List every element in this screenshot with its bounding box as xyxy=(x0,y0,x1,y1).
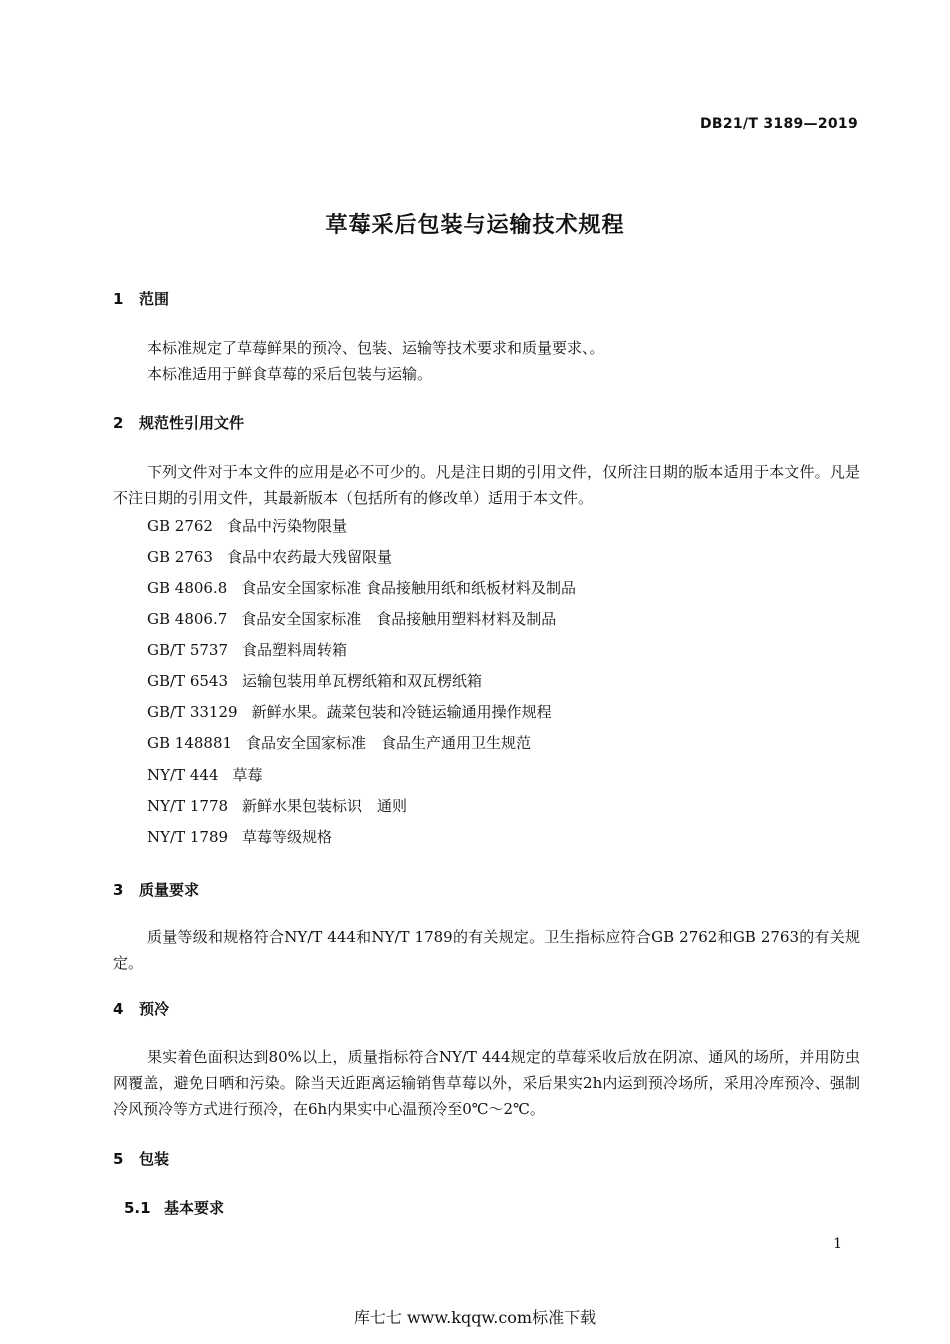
reference-name: 新鲜水果包装标识 通则 xyxy=(242,797,408,815)
reference-item xyxy=(147,701,552,722)
section-title: 范围 xyxy=(139,290,170,308)
reference-code: GB 148881 xyxy=(147,734,233,752)
section-number: 5.1 xyxy=(124,1199,151,1217)
reference-item xyxy=(147,826,332,847)
paragraph-scope-2: 本标准适用于鲜食草莓的采后包装与运输。 xyxy=(147,365,433,383)
reference-code: NY/T 1778 xyxy=(147,797,229,815)
reference-name: 草莓 xyxy=(232,766,263,784)
paragraph-precooling: 果实着色面积达到80%以上，质量指标符合NY/T 444规定的草莓采收后放在阴凉、通风的场所，并用防虫网覆盖，避免日晒和污染。除当天近距离运输销售草莓以外，采后果实2h内运到预冷场所，采用冷库预冷、强制冷风预冷等方式进行预冷，在6h内果实中心温预冷至0℃～2℃。 xyxy=(113,1048,860,1118)
reference-code: NY/T 444 xyxy=(147,766,219,784)
reference-code: GB/T 5737 xyxy=(147,641,229,659)
section-3-heading xyxy=(113,879,199,900)
section-number: 3 xyxy=(113,881,124,899)
reference-item xyxy=(147,764,263,785)
reference-code: GB 4806.7 xyxy=(147,610,228,628)
page-number: 1 xyxy=(833,1236,842,1252)
section-title: 包装 xyxy=(139,1150,170,1168)
reference-item xyxy=(147,732,531,753)
section-number: 5 xyxy=(113,1150,124,1168)
paragraph-scope-1: 本标准规定了草莓鲜果的预冷、包装、运输等技术要求和质量要求、。 xyxy=(147,339,605,357)
reference-name: 食品中污染物限量 xyxy=(226,517,347,535)
section-title: 质量要求 xyxy=(139,881,200,899)
reference-name: 食品安全国家标准 食品接触用纸和纸板材料及制品 xyxy=(241,579,577,597)
section-2-heading xyxy=(113,412,244,433)
reference-name: 食品安全国家标准 食品生产通用卫生规范 xyxy=(246,734,532,752)
reference-name: 新鲜水果。蔬菜包装和冷链运输通用操作规程 xyxy=(251,703,552,721)
section-number: 4 xyxy=(113,1000,124,1018)
reference-code: GB/T 33129 xyxy=(147,703,238,721)
reference-name: 食品中农药最大残留限量 xyxy=(226,548,392,566)
section-number: 1 xyxy=(113,290,124,308)
reference-item xyxy=(147,639,347,660)
reference-name: 草莓等级规格 xyxy=(242,828,333,846)
footer-watermark: 库七七 www.kqqw.com标准下载 xyxy=(353,1308,597,1327)
reference-item xyxy=(147,577,576,598)
section-1-heading xyxy=(113,288,169,309)
document-code: DB21/T 3189—2019 xyxy=(699,116,858,132)
paragraph-normative-references: 下列文件对于本文件的应用是必不可少的。凡是注日期的引用文件，仅所注日期的版本适用于本文件。凡是不注日期的引用文件，其最新版本（包括所有的修改单）适用于本文件。 xyxy=(113,463,860,507)
reference-name: 食品安全国家标准 食品接触用塑料材料及制品 xyxy=(241,610,557,628)
reference-name: 食品塑料周转箱 xyxy=(242,641,348,659)
paragraph-quality-requirements: 质量等级和规格符合NY/T 444和NY/T 1789的有关规定。卫生指标应符合GB 2762和GB 2763的有关规定。 xyxy=(113,928,860,972)
section-title: 基本要求 xyxy=(164,1199,225,1217)
reference-item xyxy=(147,608,556,629)
section-4-heading xyxy=(113,998,169,1019)
reference-item xyxy=(147,670,482,691)
reference-code: NY/T 1789 xyxy=(147,828,229,846)
reference-item xyxy=(147,546,392,567)
reference-item xyxy=(147,515,347,536)
reference-item xyxy=(147,795,407,816)
reference-code: GB 2762 xyxy=(147,517,213,535)
reference-code: GB 2763 xyxy=(147,548,213,566)
section-5-heading xyxy=(113,1148,169,1169)
reference-name: 运输包装用单瓦楞纸箱和双瓦楞纸箱 xyxy=(242,672,483,690)
document-title: 草莓采后包装与运输技术规程 xyxy=(325,213,625,238)
reference-code: GB 4806.8 xyxy=(147,579,228,597)
section-title: 预冷 xyxy=(139,1000,170,1018)
reference-code: GB/T 6543 xyxy=(147,672,229,690)
section-number: 2 xyxy=(113,414,124,432)
section-title: 规范性引用文件 xyxy=(139,414,245,432)
section-5-1-heading xyxy=(124,1197,224,1218)
